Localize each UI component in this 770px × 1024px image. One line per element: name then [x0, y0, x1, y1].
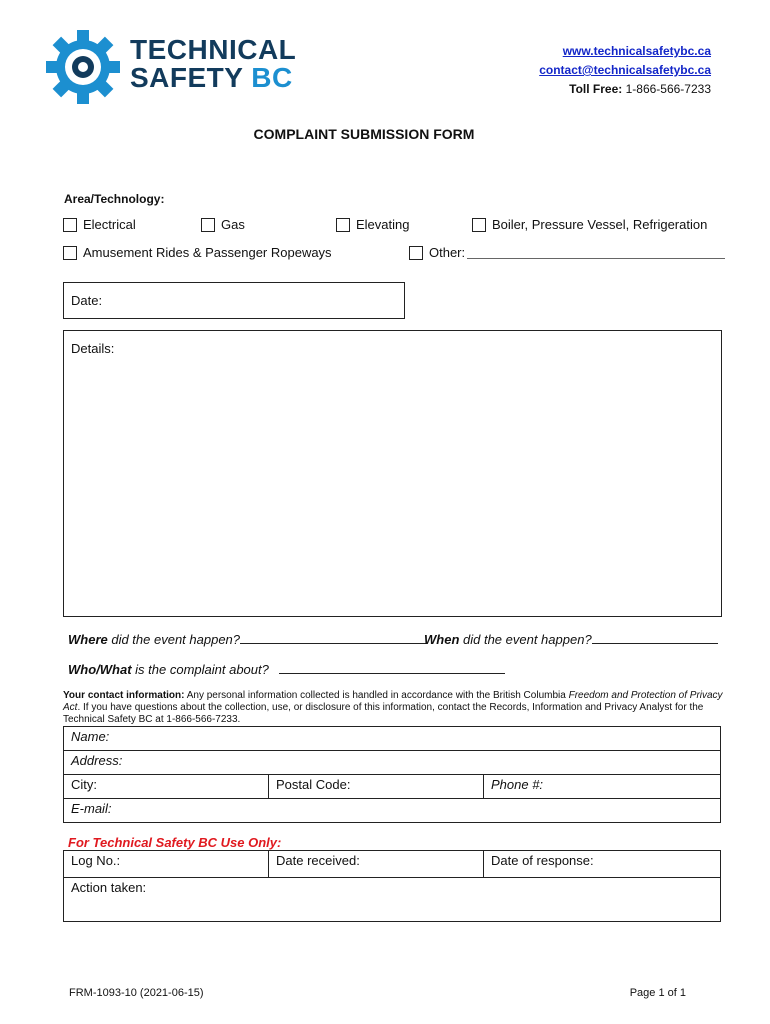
city-field[interactable]: City: [64, 775, 269, 799]
office-use-label: For Technical Safety BC Use Only: [68, 835, 282, 850]
date-of-response-field[interactable]: Date of response: [484, 851, 721, 878]
form-id: FRM-1093-10 (2021-06-15) [69, 987, 204, 999]
checkbox-box[interactable] [409, 246, 423, 260]
date-received-field[interactable]: Date received: [269, 851, 484, 878]
checkbox-label: Amusement Rides & Passenger Ropeways [83, 245, 332, 260]
checkbox-electrical[interactable] [63, 217, 136, 232]
address-field[interactable]: Address: [64, 751, 721, 775]
other-input-line[interactable] [467, 246, 725, 259]
page-title: COMPLAINT SUBMISSION FORM [253, 126, 475, 142]
email-field[interactable]: E-mail: [64, 799, 721, 823]
checkbox-gas[interactable] [201, 217, 245, 232]
when-text: did the event happen? [459, 632, 592, 647]
privacy-act-name: Freedom and Protection of Privacy Act [63, 690, 723, 713]
checkbox-label: Electrical [83, 217, 136, 232]
postal-code-field[interactable]: Postal Code: [269, 775, 484, 799]
phone-field[interactable]: Phone #: [484, 775, 721, 799]
when-input-line[interactable] [592, 631, 718, 644]
where-question [68, 631, 426, 647]
checkbox-boiler[interactable] [472, 217, 707, 232]
checkbox-amusement[interactable] [63, 245, 332, 260]
website-link[interactable]: www.technicalsafetybc.ca [562, 44, 711, 58]
checkbox-label: Elevating [356, 217, 410, 232]
email-link[interactable]: contact@technicalsafetybc.ca [539, 63, 711, 77]
date-field[interactable] [63, 282, 405, 319]
checkbox-label: Boiler, Pressure Vessel, Refrigeration [492, 217, 708, 232]
toll-number: 1-866-566-7233 [625, 82, 711, 96]
page-number: Page 1 of 1 [629, 987, 686, 999]
where-text: did the event happen? [107, 632, 241, 647]
contact-info-notice [63, 690, 723, 726]
checkbox-other[interactable] [409, 245, 725, 260]
contact-info-text-2: . If you have questions about the collection, use, or disclosure of this information, contact the Records, Information and Privacy Analyst for the Technical Safety BC at 1-866-566-7233. [63, 702, 704, 725]
office-use-table [63, 850, 721, 922]
checkbox-box[interactable] [472, 218, 486, 232]
checkbox-box[interactable] [336, 218, 350, 232]
checkbox-box[interactable] [63, 246, 77, 260]
checkbox-elevating[interactable] [336, 217, 409, 232]
details-field[interactable] [63, 330, 722, 617]
contact-info-text: Any personal information collected is handled in accordance with the British Columbia [184, 690, 569, 701]
checkbox-box[interactable] [63, 218, 77, 232]
when-bold: When [424, 632, 460, 647]
log-no-field[interactable]: Log No.: [64, 851, 269, 878]
toll-free [539, 80, 711, 99]
contact-info-lead: Your contact information: [63, 690, 185, 701]
contact-fields-table [63, 726, 721, 823]
action-taken-field[interactable]: Action taken: [64, 878, 721, 922]
name-field[interactable]: Name: [64, 727, 721, 751]
where-input-line[interactable] [240, 631, 426, 644]
logo [44, 28, 304, 108]
who-question [68, 661, 505, 677]
details-label: Details: [71, 341, 115, 356]
brand-line2: SAFETY [130, 62, 243, 93]
checkbox-box[interactable] [201, 218, 215, 232]
where-bold: Where [68, 632, 108, 647]
who-input-line[interactable] [279, 661, 505, 674]
date-label: Date: [71, 293, 103, 308]
brand-line1: TECHNICAL [130, 34, 297, 65]
checkbox-label: Other: [429, 245, 466, 260]
contact-block [539, 42, 711, 99]
who-text: is the complaint about? [131, 662, 269, 677]
when-question [424, 631, 718, 647]
brand-bc: BC [251, 62, 293, 93]
gear-logo-icon [44, 28, 122, 106]
area-label: Area/Technology: [64, 192, 165, 206]
toll-label: Toll Free: [569, 82, 623, 96]
checkbox-label: Gas [221, 217, 245, 232]
who-bold: Who/What [68, 662, 132, 677]
